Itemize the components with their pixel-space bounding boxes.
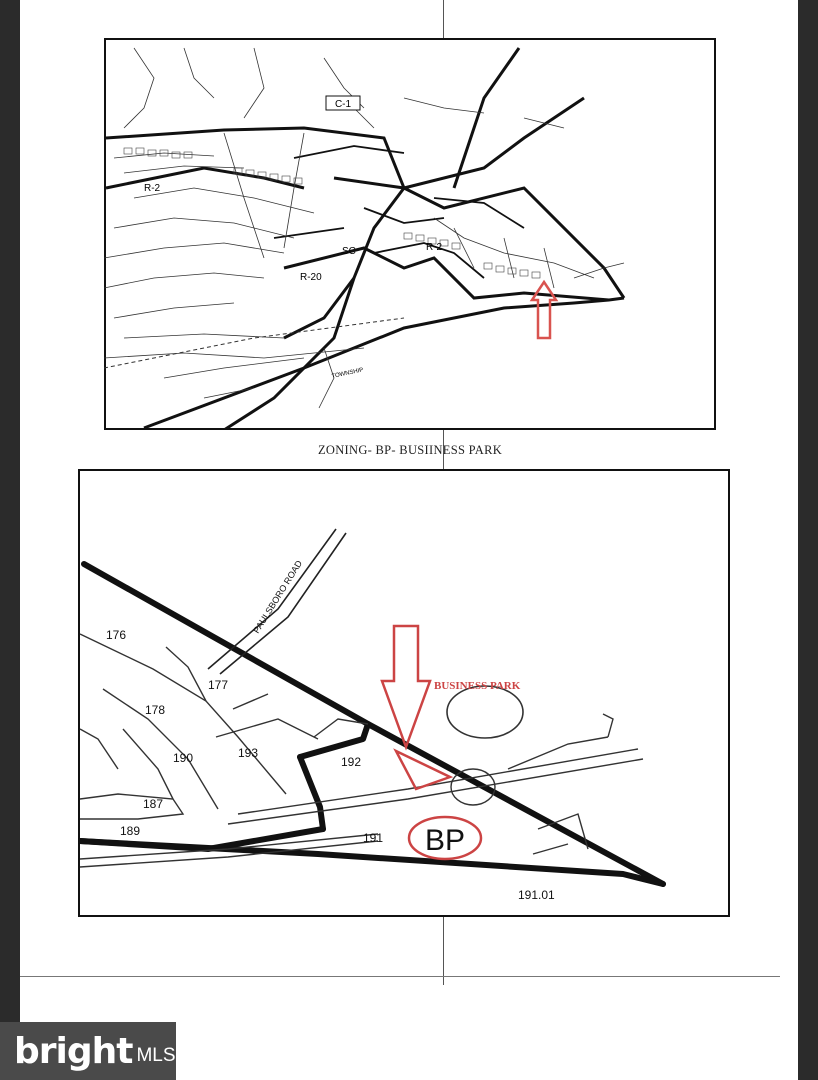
zone-label-r20: R-20: [300, 272, 322, 283]
zoning-caption: ZONING- BP- BUSIINESS PARK: [317, 443, 503, 457]
parcel-191: 191: [363, 831, 384, 845]
zoning-map-svg: [104, 38, 716, 430]
road-label-paulsboro: PAULSBORO ROAD: [251, 558, 305, 636]
scan-left-edge: [0, 0, 20, 1080]
road-label-township: TOWNSHIP: [331, 367, 364, 380]
watermark-brand: bright: [14, 1030, 133, 1072]
page-edge-line: [20, 976, 780, 977]
bright-mls-watermark: [0, 1022, 176, 1080]
parcel-detail-map: [78, 469, 730, 917]
zone-label-sc: SC: [342, 246, 356, 257]
zone-label-r2-west: R-2: [144, 183, 161, 194]
parcel-178: 178: [145, 703, 166, 717]
business-park-label: BUSINESS PARK: [434, 680, 521, 692]
parcel-187: 187: [143, 797, 164, 811]
bp-zone-code: BP: [424, 824, 466, 857]
parcel-189: 189: [120, 824, 141, 838]
zone-label-c1: C-1: [334, 99, 352, 110]
zone-label-r2-east: R-2: [426, 242, 443, 253]
watermark-suffix: MLS: [136, 1045, 176, 1066]
scan-right-edge: [798, 0, 818, 1080]
parcel-map-svg: [78, 469, 730, 917]
zoning-map-overview: [104, 38, 716, 430]
parcel-192: 192: [341, 755, 362, 769]
parcel-190: 190: [173, 751, 194, 765]
parcel-191-01: 191.01: [518, 888, 555, 902]
parcel-177: 177: [208, 678, 229, 692]
parcel-176: 176: [106, 628, 127, 642]
parcel-193: 193: [238, 746, 259, 760]
